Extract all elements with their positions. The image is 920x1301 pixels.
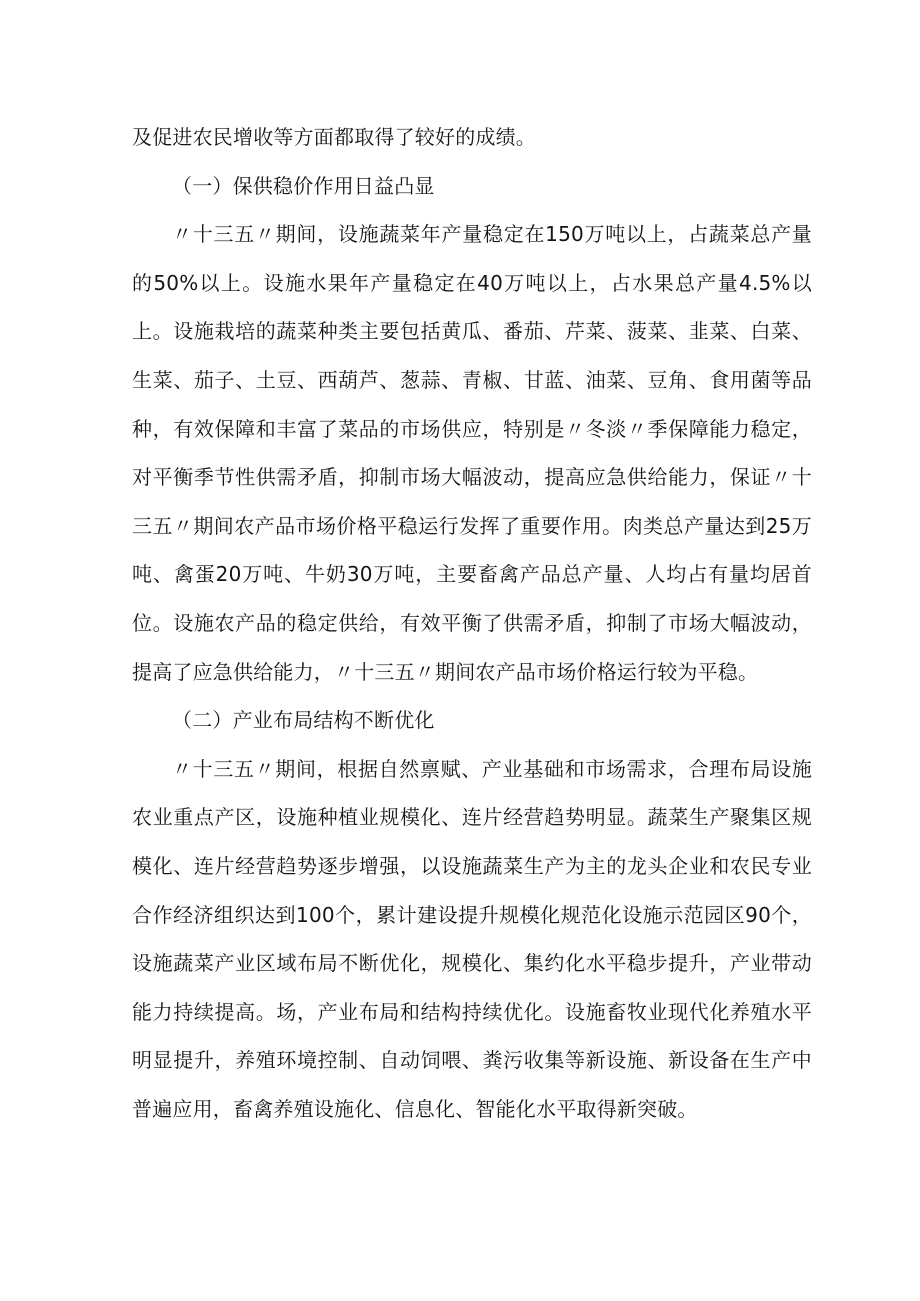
document-body <box>132 113 812 1133</box>
paragraph-industry-layout: 〃十三五〃期间，根据自然禀赋、产业基础和市场需求，合理布局设施农业重点产区，设施种植业规模化、连片经营趋势明显。蔬菜生产聚集区规模化、连片经营趋势逐步增强，以设施蔬菜生产为主的龙头企业和农民专业合作经济组织达到100个，累计建设提升规模化规范化设施示范园区90个，设施蔬菜产业区域布局不断优化，规模化、集约化水平稳步提升，产业带动能力持续提高。场，产业布局和结构持续优化。设施畜牧业现代化养殖水平明显提升，养殖环境控制、自动饲喂、粪污收集等新设施、新设备在生产中普遍应用，畜禽养殖设施化、信息化、智能化水平取得新突破。 <box>132 756 812 1121</box>
section-heading-1: （一）保供稳价作用日益凸显 <box>172 173 435 198</box>
paragraph-continuation: 及促进农民增收等方面都取得了较好的成绩。 <box>132 125 536 149</box>
paragraph-supply-price: 〃十三五〃期间，设施蔬菜年产量稳定在150万吨以上，占蔬菜总产量的50%以上。设施水果年产量稳定在40万吨以上，占水果总产量4.5%以上。设施栽培的蔬菜种类主要包括黄瓜、番茄、芹菜、菠菜、韭菜、白菜、生菜、茄子、土豆、西葫芦、葱蒜、青椒、甘蓝、油菜、豆角、食用菌等品种，有效保障和丰富了菜品的市场供应，特别是〃冬淡〃季保障能力稳定，对平衡季节性供需矛盾，抑制市场大幅波动，提高应急供给能力，保证〃十三五〃期间农产品市场价格平稳运行发挥了重要作用。肉类总产量达到25万吨、禽蛋20万吨、牛奶30万吨，主要畜禽产品总产量、人均占有量均居首位。设施农产品的稳定供给，有效平衡了供需矛盾，抑制了市场大幅波动，提高了应急供给能力，〃十三五〃期间农产品市场价格运行较为平稳。 <box>132 222 812 684</box>
section-heading-2: （二）产业布局结构不断优化 <box>172 708 435 733</box>
